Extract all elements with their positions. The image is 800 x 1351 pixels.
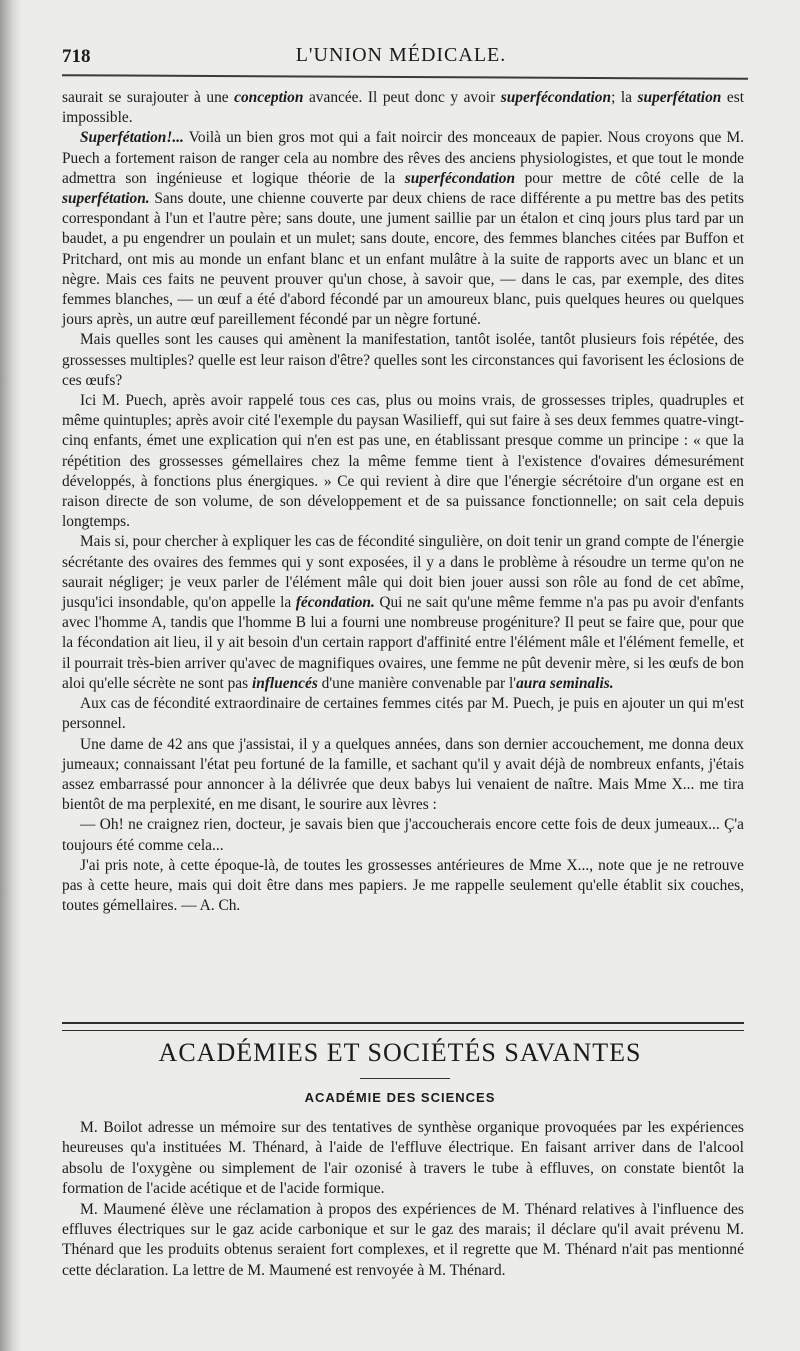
paragraph-2: Superfétation!... Voilà un bien gros mot qui a fait noircir des monceaux de papier. Nous croyons que M. Puech a fortement raison de ranger cela au nombre des rêves des anciens physiologistes, et que tout le monde admettra son ingénieuse et logique théorie de la superfécondation pour mettre de côté celle de la superfétation. Sans doute, une chienne couverte par deux chiens de race différente a pu mettre bas des petits correspondant à l'un et l'autre père; sans doute, une jument saillie par un étalon et cinq jours plus tard par un baudet, a pu engendrer un poulain et un mulet; sans doute, encore, des femmes blanches citées par Buffon et Pritchard, ont mis au monde un enfant blanc et un enfant mulâtre à la suite de rapports avec un blanc et un nègre. Mais ces faits ne peuvent prouver qu'un chose, à savoir que, — dans le cas, par exemple, des dites femmes blanches, — un œuf a été d'abord fécondé par un amoureux blanc, puis quelques heures ou quelques jours après, un autre œuf pareillement fécondé par un nègre fortuné.	[62, 129, 744, 329]
header-rule	[62, 74, 748, 80]
section-paragraph-1: M. Boilot adresse un mémoire sur des tentatives de synthèse organique provoquées par les expériences heureuses qu'a instituées M. Thénard, à l'aide de l'effluve électrique. En faisant arriver dans de l'alcool absolu de l'oxygène ou simplement de l'air ozonisé à travers le tube à effluves, on constate bientôt la formation de l'acide acétique et de l'acide formique.	[62, 1119, 744, 1198]
section-title-underline	[360, 1078, 450, 1079]
section-title: ACADÉMIES ET SOCIÉTÉS SAVANTES	[158, 1038, 642, 1067]
paragraph-4: Ici M. Puech, après avoir rappelé tous ces cas, plus ou moins vrais, de grossesses triples, quadruples et même quintuples; après avoir cité l'exemple du paysan Wasilieff, qui sut faire à ses deux femmes quatre-vingt-cinq enfants, émet une explication qui n'en est pas une, en établissant presque comme un principe : « que la répétition des grossesses gémellaires chez la même femme tient à l'existence d'ovaires démesurément développés, à fonctions plus énergiques. » Ce qui revient à dire que l'énergie sécrétoire d'un organe est en raison directe de son volume, de son développement et de sa puissance fonctionnelle; on sait cela depuis longtemps.	[62, 392, 744, 531]
paragraph-8: — Oh! ne craignez rien, docteur, je savais bien que j'accoucherais encore cette fois de deux jumeaux... Ç'a toujours été comme cela...	[62, 816, 744, 854]
running-title: L'UNION MÉDICALE.	[295, 44, 507, 66]
page-binding-shadow	[0, 0, 22, 1351]
paragraph-3: Mais quelles sont les causes qui amènent la manifestation, tantôt isolée, tantôt plusieurs fois répétée, des grossesses multiples? quelle est leur raison d'être? quelles sont les circonstances qui favorisent les éclosions de ces œufs?	[62, 331, 744, 389]
paragraph-9: J'ai pris note, à cette époque-là, de toutes les grossesses antérieures de Mme X..., note que je ne retrouve pas à cette heure, mais qui doit être dans mes papiers. Je me rappelle seulement qu'elle établit six couches, toutes gémellaires. — A. Ch.	[62, 856, 744, 915]
section-body	[62, 1118, 744, 1281]
paragraph-6: Aux cas de fécondité extraordinaire de certaines femmes cités par M. Puech, je puis en ajouter un qui m'est personnel.	[62, 695, 744, 733]
paragraph-5: Mais si, pour chercher à expliquer les cas de fécondité singulière, on doit tenir un grand compte de l'énergie sécrétante des ovaires des femmes qui y sont exposées, il y a dans le problème à résoudre un terme qu'on ne saurait négliger; je veux parler de l'élément mâle qui doit bien jouer aussi son rôle au fond de cet abîme, jusqu'ici insondable, qu'on appelle la fécondation. Qui ne sait qu'une même femme n'a pas pu avoir d'enfants avec l'homme A, tandis que l'homme B lui a fourni une nombreuse progéniture? Il peut se faire que, pour que la fécondation ait lieu, il y ait besoin d'un certain rapport d'affinité entre l'élément mâle et l'élément femelle, et il pourrait très-bien arriver qu'avec de magnifiques ovaires, une femme ne pût devenir mère, si les œufs de bon aloi qu'elle sécrète ne sont pas influencés d'une manière convenable par l'aura seminalis.	[62, 533, 744, 692]
page-number: 718	[62, 46, 91, 67]
subsection-title: ACADÉMIE DES SCIENCES	[304, 1090, 496, 1105]
paragraph-1: saurait se surajouter à une conception avancée. Il peut donc y avoir superfécondation; la superfétation est impossible.	[62, 89, 744, 127]
section-paragraph-2: M. Maumené élève une réclamation à propos des expériences de M. Thénard relatives à l'influence des effluves électriques sur le gaz acide carbonique et sur le gaz des marais; il déclare qu'il avait prévenu M. Thénard que les produits obtenus seraient fort complexes, et il regrette que M. Thénard n'ait pas mentionné cette déclaration. La lettre de M. Maumené est renvoyée à M. Thénard.	[62, 1200, 744, 1279]
page-header	[62, 42, 740, 74]
paragraph-7: Une dame de 42 ans que j'assistai, il y a quelques années, dans son dernier accouchement, me donna deux jumeaux; connaissant l'état peu fortuné de la famille, et sachant qu'il y avait déjà de nombreux enfants, j'étais assez embarrassé pour annoncer à la délivrée que deux babys lui venaient de naître. Mais Mme X... me tira bientôt de ma perplexité, en me disant, le sourire aux lèvres :	[62, 735, 744, 814]
article-body	[62, 88, 744, 916]
section-divider	[62, 1022, 744, 1031]
